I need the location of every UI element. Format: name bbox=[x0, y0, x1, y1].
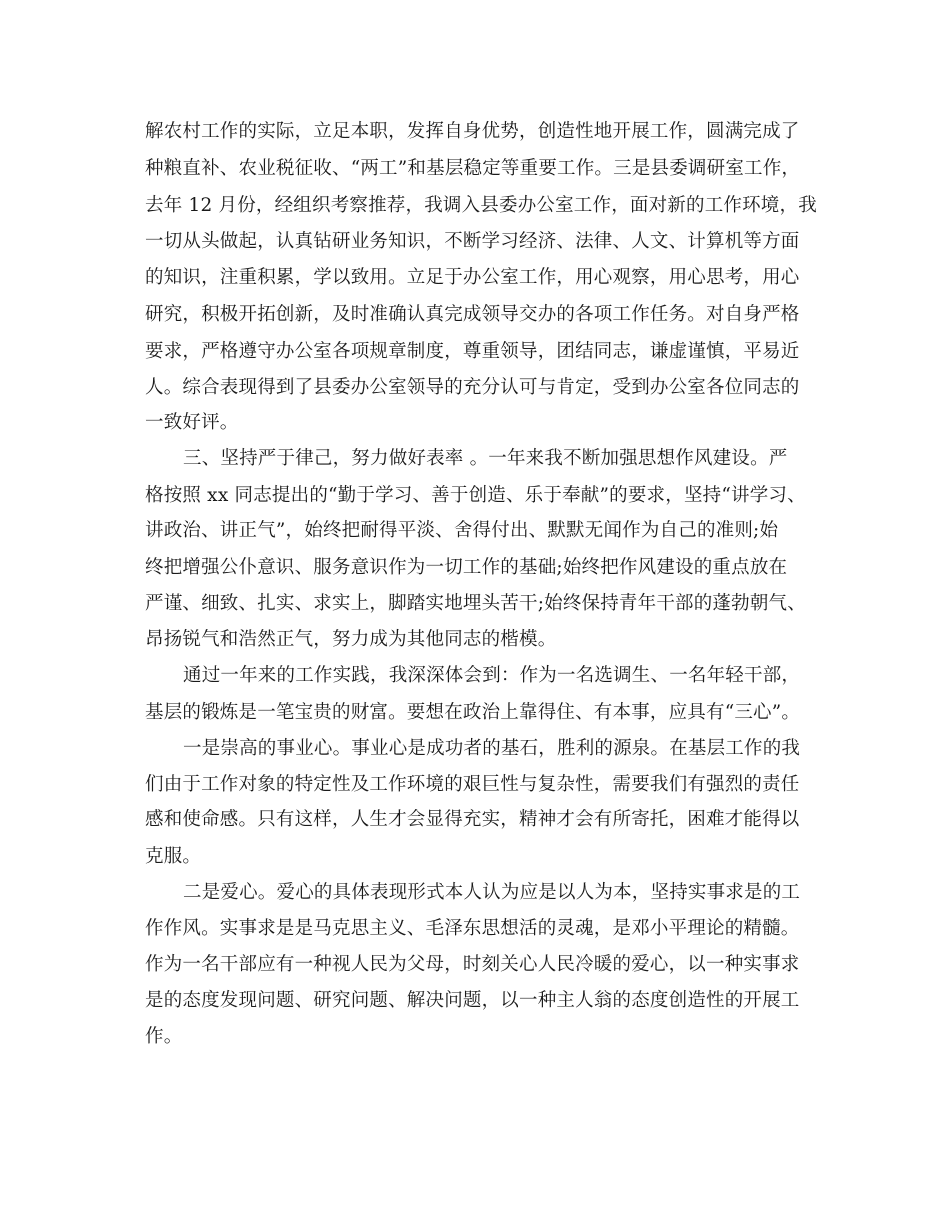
text-line: 去年 12 月份，经组织考察推荐，我调入县委办公室工作，面对新的工作环境，我 bbox=[145, 195, 817, 216]
text-line: 们由于工作对象的特定性及工作环境的艰巨性与复杂性，需要我们有强烈的责任 bbox=[145, 774, 800, 795]
text-line: 一致好评。 bbox=[145, 412, 239, 433]
paragraph-heading: 三、坚持严于律己，努力做好表率 。一年来我不断加强思想作风建设。严 bbox=[183, 448, 788, 469]
text-line: 昂扬锐气和浩然正气，努力成为其他同志的楷模。 bbox=[145, 629, 557, 650]
text-line: 终把增强公仆意识、服务意识作为一切工作的基础;始终把作风建设的重点放在 bbox=[145, 557, 788, 578]
text-line: 一是崇高的事业心。事业心是成功者的基石，胜利的源泉。在基层工作的我 bbox=[183, 738, 801, 759]
text-line: 感和使命感。只有这样，人生才会显得充实，精神才会有所寄托，困难才能得以 bbox=[145, 809, 800, 830]
text-line: 作作风。实事求是是马克思主义、毛泽东思想活的灵魂，是邓小平理论的精髓。 bbox=[145, 918, 800, 939]
text-line: 格按照 xx 同志提出的“勤于学习、善于创造、乐于奉献”的要求，坚持“讲学习、 bbox=[145, 485, 806, 506]
text-line: 是的态度发现问题、研究问题、解决问题，以一种主人翁的态度创造性的开展工 bbox=[145, 990, 800, 1011]
text-line: 要求，严格遵守办公室各项规章制度，尊重领导，团结同志，谦虚谨慎，平易近 bbox=[145, 341, 800, 362]
text-line: 基层的锻炼是一笔宝贵的财富。要想在政治上靠得住、有本事，应具有“三心”。 bbox=[145, 702, 801, 723]
text-line: 严谨、细致、扎实、求实上，脚踏实地埋头苦干;始终保持青年干部的蓬勃朝气、 bbox=[145, 593, 806, 614]
text-line: 二是爱心。爱心的具体表现形式本人认为应是以人为本，坚持实事求是的工 bbox=[183, 882, 801, 903]
text-line: 讲政治、讲正气”，始终把耐得平淡、舍得付出、默默无闻作为自己的准则;始 bbox=[145, 520, 779, 541]
text-line: 一切从头做起，认真钻研业务知识，不断学习经济、法律、人文、计算机等方面 bbox=[145, 231, 800, 252]
text-line: 克服。 bbox=[145, 846, 202, 867]
text-line: 作。 bbox=[145, 1026, 183, 1047]
text-line: 种粮直补、农业税征收、“两工”和基层稳定等重要工作。三是县委调研室工作， bbox=[145, 158, 801, 179]
text-line: 作为一名干部应有一种视人民为父母，时刻关心人民冷暖的爱心，以一种实事求 bbox=[145, 954, 800, 975]
text-line: 的知识，注重积累，学以致用。立足于办公室工作，用心观察，用心思考，用心 bbox=[145, 267, 800, 288]
text-line: 研究，积极开拓创新，及时准确认真完成领导交办的各项工作任务。对自身严格 bbox=[145, 304, 800, 325]
text-line: 解农村工作的实际，立足本职，发挥自身优势，创造性地开展工作，圆满完成了 bbox=[145, 121, 800, 142]
text-line: 人。综合表现得到了县委办公室领导的充分认可与肯定，受到办公室各位同志的 bbox=[145, 377, 800, 398]
text-line: 通过一年来的工作实践，我深深体会到：作为一名选调生、一名年轻干部， bbox=[183, 665, 801, 686]
